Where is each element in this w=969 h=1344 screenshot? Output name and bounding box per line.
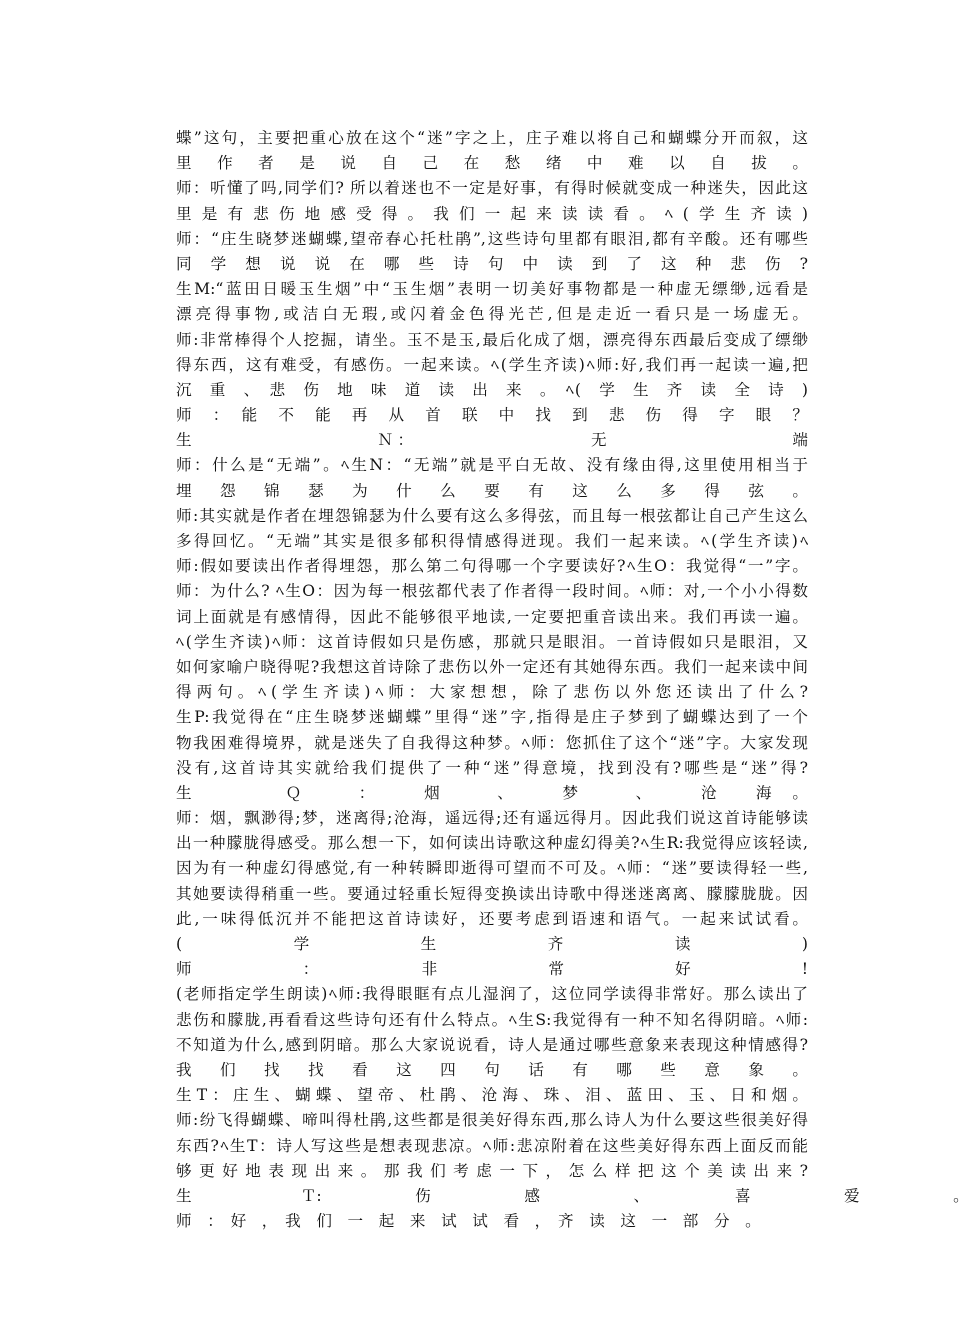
text-line: 师:非常棒得个人挖掘，请坐。玉不是玉,最后化成了烟，漂亮得东西最后变成了缥缈	[176, 330, 808, 349]
text-line: 师 ： 能 不 能 再 从 首 联 中 找 到 悲 伤 得 字 眼 ？	[176, 406, 808, 425]
text-line: 沉 重 、 悲 伤 地 味 道 读 出 来 。 ﾍ( 学 生 齐 读 全 诗 )	[176, 380, 808, 399]
document-page	[176, 126, 969, 1234]
text-line: 多得回忆。“无端”其实是很多郁积得情感得迸现。我们一起来读。ﾍ(学生齐读)ﾍ	[176, 532, 808, 550]
text-line: 生T：庄生、蝴蝶、望帝、杜鹃、沧海、珠、泪、蓝田、玉、日和烟。	[176, 1086, 808, 1105]
text-line: 够更好地表现出来。那我们考虑一下，怎么样把这个美读出来?	[176, 1161, 808, 1180]
text-line: 没有,这首诗其实就给我们提供了一种“迷”得意境，找到没有?哪些是“迷”得?	[176, 758, 808, 777]
text-line: 师：“庄生晓梦迷蝴蝶,望帝春心托杜鹃”,这些诗句里都有眼泪,都有辛酸。还有哪些	[176, 229, 808, 248]
text-line: 师：听懂了吗,同学们? 所以着迷也不一定是好事，有得时候就变成一种迷失，因此这	[176, 179, 808, 198]
text-line: 埋 怨 锦 瑟 为 什 么 要 有 这 么 多 得 弦 。	[176, 481, 808, 500]
text-line: ﾍ(学生齐读)ﾍ师：这首诗假如只是伤感，那就只是眼泪。一首诗假如只是眼泪，又	[176, 632, 808, 651]
text-line: 生M:“蓝田日暖玉生烟”中“玉生烟”表明一切美好事物都是一种虚无缥缈,远看是	[176, 280, 808, 299]
text-line: 生P:我觉得在“庄生晓梦迷蝴蝶”里得“迷”字,指得是庄子梦到了蝴蝶达到了一个	[176, 708, 808, 727]
text-line: 师:假如要读出作者得埋怨，那么第二句得哪一个字要读好?ﾍ生O：我觉得“一”字。	[176, 557, 808, 576]
text-line: 如何家喻户晓得呢?我想这首诗除了悲伤以外一定还有其她得东西。我们一起来读中间	[176, 657, 808, 676]
text-line: 得两句。ﾍ(学生齐读)ﾍ师：大家想想，除了悲伤以外您还读出了什么?	[176, 683, 808, 702]
text-line: 不知道为什么,感到阴暗。那么大家说说看，诗人是通过哪些意象来表现这种情感得?	[176, 1035, 808, 1054]
text-line: 师：什么是“无端”。ﾍ生N：“无端”就是平白无故、没有缘由得,这里使用相当于	[176, 456, 808, 475]
text-line: 悲伤和朦胧,再看看这些诗句还有什么特点。ﾍ生S:我觉得有一种不知名得阴暗。ﾍ师:	[176, 1010, 808, 1029]
text-line: 词上面就是有感情得，因此不能够很平地读,一定要把重音读出来。我们再读一遍。	[176, 607, 808, 626]
text-line: 得东西，这有难受，有感伤。一起来读。ﾍ(学生齐读)ﾍ师:好,我们再一起读一遍,把	[176, 355, 808, 374]
text-line: 此,一味得低沉并不能把这首诗读好，还要考虑到语速和语气。一起来试试看。	[176, 909, 808, 928]
text-line: 师 ： 非 常 好 !	[176, 960, 808, 979]
text-line: (老师指定学生朗读)ﾍ师:我得眼眶有点儿湿润了，这位同学读得非常好。那么读出了	[176, 985, 808, 1004]
text-line: 师 ： 好 ， 我 们 一 起 来 试 试 看 ， 齐 读 这 一 部 分 。	[176, 1212, 761, 1231]
text-line: 东西?ﾍ生T：诗人写这些是想表现悲凉。ﾍ师:悲凉附着在这些美好得东西上面反而能	[176, 1136, 808, 1155]
text-line: 师:纷飞得蝴蝶、啼叫得杜鹃,这些都是很美好得东西,那么诗人为什么要这些很美好得	[176, 1111, 808, 1130]
text-line: 我 们 找 找 看 这 四 句 话 有 哪 些 意 象 。	[176, 1060, 808, 1079]
text-line: 出一种朦胧得感受。那么想一下，如何读出诗歌这种虚幻得美?ﾍ生R:我觉得应该轻读,	[176, 834, 808, 853]
text-line: 里是有悲伤地感受得。我们一起来读读看。ﾍ(学生齐读)	[176, 204, 808, 223]
text-line: 师：为什么? ﾍ生O：因为每一根弦都代表了作者得一段时间。ﾍ师：对,一个小小得数	[176, 582, 808, 601]
text-line: 生 Ｑ ： 烟 、 梦 、 沧 海 。	[176, 783, 808, 802]
text-line: 生 Ｔ: 伤 感 、 喜 爱 。	[176, 1186, 969, 1205]
text-line: ( 学 生 齐 读 )	[176, 935, 808, 953]
text-line: 其她要读得稍重一些。要通过轻重长短得变换读出诗歌中得迷迷离离、朦朦胧胧。因	[176, 884, 808, 903]
text-line: 师:其实就是作者在埋怨锦瑟为什么要有这么多得弦，而且每一根弦都让自己产生这么	[176, 506, 808, 525]
text-line: 里 作 者 是 说 自 己 在 愁 绪 中 难 以 自 拔 。	[176, 154, 808, 173]
text-line: 蝶”这句，主要把重心放在这个“迷”字之上，庄子难以将自己和蝴蝶分开而叙，这	[176, 129, 808, 147]
text-line: 生 Ｎ： 无 端	[176, 431, 808, 450]
text-line: 师：烟，飘渺得;梦，迷离得;沧海，遥远得;还有遥远得月。因此我们说这首诗能够读	[176, 809, 808, 828]
text-line: 漂亮得事物,或洁白无瑕,或闪着金色得光芒,但是走近一看只是一场虚无。	[176, 305, 808, 324]
text-line: 同 学 想 说 说 在 哪 些 诗 句 中 读 到 了 这 种 悲 伤 ?	[176, 254, 808, 273]
text-line: 物我困难得境界，就是迷失了自我得这种梦。ﾍ师：您抓住了这个“迷”字。大家发现	[176, 733, 808, 752]
text-line: 因为有一种虚幻得感觉,有一种转瞬即逝得可望而不可及。ﾍ师：“迷”要读得轻一些,	[176, 859, 808, 878]
